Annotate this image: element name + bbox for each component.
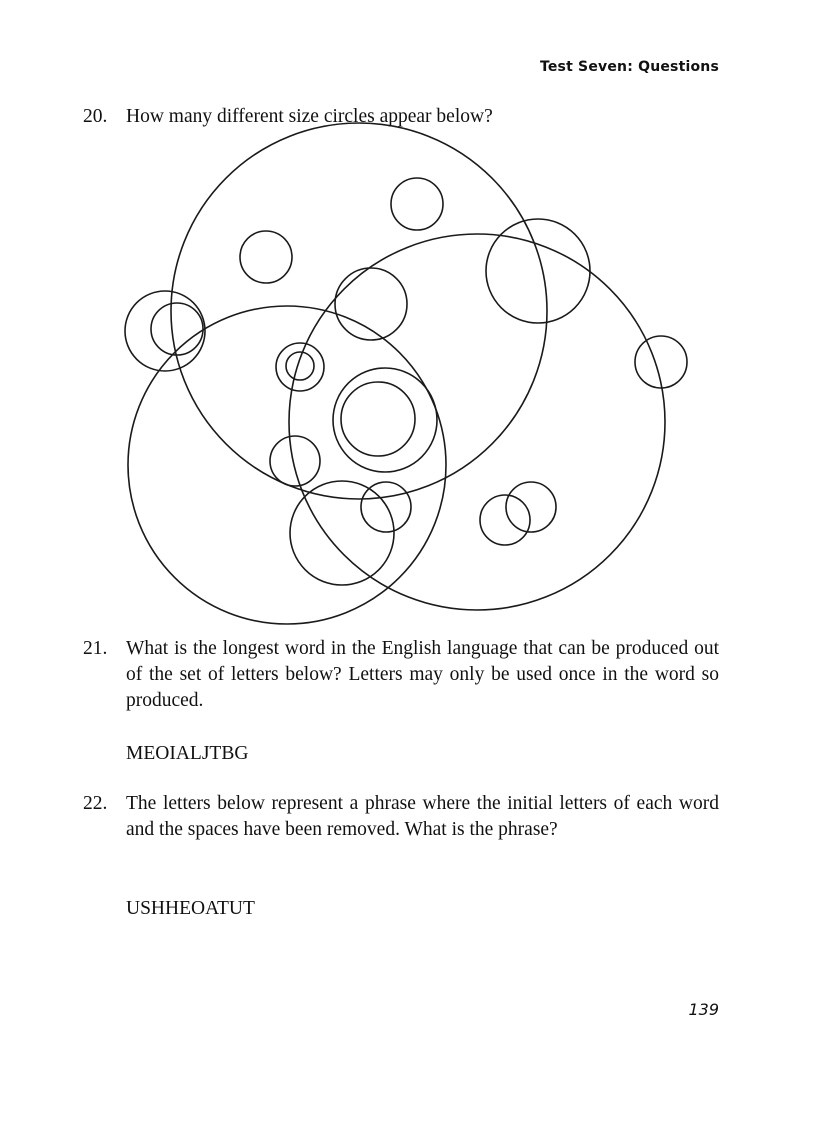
page-number: 139 bbox=[688, 1000, 719, 1019]
question-number: 21. bbox=[83, 638, 108, 659]
circle-small-bottom-right-a bbox=[480, 495, 530, 545]
question-text: How many different size circles appear below? bbox=[126, 106, 493, 127]
question-text: The letters below represent a phrase where the initial letters of each word and the spaces have been removed. What is the phrase? bbox=[126, 793, 719, 840]
circle-medium-center-outer bbox=[333, 368, 437, 472]
question-21 bbox=[83, 636, 719, 714]
circle-small-upper-left bbox=[240, 231, 292, 283]
circle-large-right bbox=[289, 234, 665, 610]
circle-small-bottom-mid bbox=[361, 482, 411, 532]
circle-medium-top-right bbox=[486, 219, 590, 323]
circle-center-inner bbox=[341, 382, 415, 456]
question-number: 22. bbox=[83, 793, 108, 814]
circle-large-upper bbox=[171, 123, 547, 499]
circle-small-top bbox=[391, 178, 443, 230]
letter-set: MEOIALJTBG bbox=[126, 743, 249, 764]
circle-small-center-left bbox=[276, 343, 324, 391]
circle-medium-bottom bbox=[290, 481, 394, 585]
question-number: 20. bbox=[83, 106, 108, 127]
circle-small-lower-left bbox=[270, 436, 320, 486]
running-title: Test Seven: Questions bbox=[539, 59, 719, 75]
letter-set: USHHEOATUT bbox=[126, 898, 255, 919]
question-22 bbox=[83, 791, 719, 843]
circle-medium-left bbox=[125, 291, 205, 371]
circle-tiny-center-left bbox=[286, 352, 314, 380]
circle-small-bottom-right-b bbox=[506, 482, 556, 532]
question-text: What is the longest word in the English language that can be produced out of the set of letters below? Letters may only be used once in the word so produced. bbox=[126, 638, 719, 711]
circle-small-left-inner bbox=[151, 303, 203, 355]
